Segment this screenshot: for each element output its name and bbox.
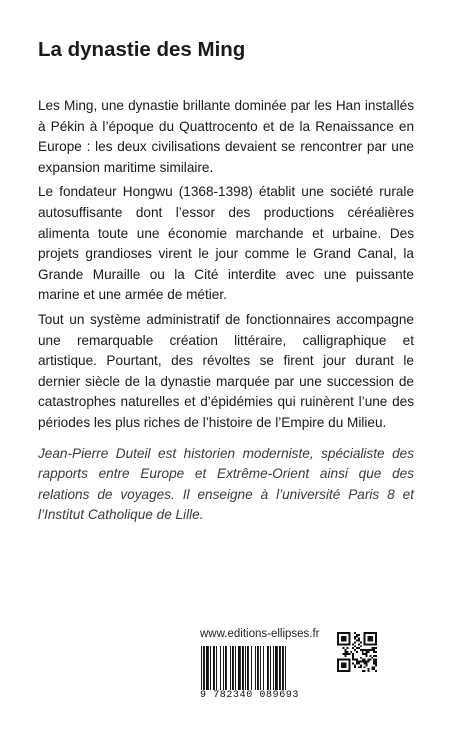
barcode-bar: [285, 646, 286, 690]
qr-module: [366, 661, 368, 663]
qr-module: [367, 651, 369, 653]
barcode-bar: [238, 646, 241, 690]
qr-module: [354, 638, 356, 640]
qr-module: [366, 653, 368, 655]
qr-module: [356, 651, 358, 653]
barcode-bar: [270, 646, 271, 690]
isbn-barcode: [200, 646, 328, 690]
qr-module: [371, 647, 373, 649]
qr-module: [373, 668, 375, 670]
barcode-bar: [235, 646, 236, 690]
qr-module: [341, 662, 347, 668]
qr-module: [354, 642, 356, 644]
qr-module: [362, 661, 364, 663]
qr-module: [364, 670, 366, 672]
qr-module: [364, 666, 366, 668]
qr-module: [360, 664, 362, 666]
qr-module: [375, 662, 377, 664]
qr-module: [373, 659, 375, 661]
qr-module: [345, 651, 347, 653]
qr-module: [371, 657, 373, 659]
qr-module: [369, 655, 371, 657]
qr-module: [373, 666, 375, 668]
qr-module: [352, 655, 354, 657]
publisher-footer: [200, 628, 422, 708]
qr-module: [373, 661, 375, 663]
barcode-bar: [220, 646, 221, 690]
summary-paragraph-3: Tout un système administratif de fonctionnaires accompagne une remarquable création littéraire, calligraphique et artistique. Pourtant, des révoltes se firent jour durant le dernier siècle de la dynastie marquée par une succession de catastrophes naturelles et d’épidémies qui ruinèrent l’une des périodes les plus riches de l’histoire de l’Empire du Milieu.: [38, 311, 414, 430]
barcode-bar: [223, 646, 224, 690]
barcode-bar: [263, 646, 264, 690]
qr-module: [362, 670, 364, 672]
qr-module: [364, 653, 366, 655]
barcode-bar: [251, 646, 252, 690]
barcode-bar: [206, 646, 209, 690]
back-cover-text: [38, 96, 414, 530]
summary-paragraph-2: Le fondateur Hongwu (1368-1398) établit une société rurale autosuffisante dont l’essor des productions céréalières alimenta toute une économie marchande et urbaine. Des projets grandioses virent le jour comme le Grand Canal, la Grande Muraille ou la Cité interdite avec une puissante marine et une armée de métier.: [38, 184, 414, 303]
qr-module: [356, 634, 358, 636]
qr-module: [367, 661, 369, 663]
qr-module: [362, 659, 364, 661]
barcode-bar: [273, 646, 274, 690]
isbn-digits: 9 782340 089693: [200, 690, 300, 701]
qr-module: [375, 651, 377, 653]
qr-module: [356, 647, 358, 649]
barcode-bar: [210, 646, 211, 690]
qr-module: [356, 662, 358, 664]
qr-module: [360, 657, 362, 659]
qr-module: [354, 649, 356, 651]
qr-module: [369, 649, 371, 651]
qr-module: [354, 636, 356, 638]
qr-module: [348, 653, 350, 655]
qr-module: [375, 661, 377, 663]
qr-module: [356, 636, 358, 638]
qr-module: [367, 670, 369, 672]
barcode-bar: [267, 646, 269, 690]
qr-module: [358, 661, 360, 663]
qr-module: [345, 655, 347, 657]
qr-module: [373, 647, 375, 649]
qr-module: [366, 651, 368, 653]
qr-module: [366, 655, 368, 657]
qr-module: [358, 643, 360, 645]
qr-module: [352, 643, 354, 645]
qr-module: [347, 653, 349, 655]
qr-module: [352, 662, 354, 664]
qr-module: [358, 638, 360, 640]
qr-module: [367, 649, 369, 651]
barcode-bar: [225, 646, 227, 690]
qr-module: [375, 647, 377, 649]
qr-code: [337, 632, 377, 672]
barcode-bar: [257, 646, 259, 690]
qr-module: [360, 649, 362, 651]
qr-module: [352, 657, 354, 659]
barcode-bar: [242, 646, 244, 690]
qr-module: [360, 666, 362, 668]
qr-module: [345, 653, 347, 655]
qr-module: [373, 655, 375, 657]
qr-module: [352, 653, 354, 655]
barcode-bar: [279, 646, 281, 690]
qr-module: [367, 636, 373, 642]
qr-module: [356, 659, 358, 661]
qr-module: [362, 651, 364, 653]
qr-module: [373, 662, 375, 664]
qr-module: [364, 659, 366, 661]
qr-module: [364, 649, 366, 651]
qr-module: [360, 642, 362, 644]
barcode-bar: [245, 646, 246, 690]
barcode-bar: [230, 646, 231, 690]
qr-module: [347, 647, 349, 649]
barcode-bar: [275, 646, 278, 690]
barcode-bar: [255, 646, 256, 690]
summary-paragraph-1: Les Ming, une dynastie brillante dominée par les Han installés à Pékin à l’époque du Quattrocento et de la Renaissance en Europe : les deux civilisations devaient se rencontrer par une expansion maritime similaire.: [38, 98, 414, 175]
qr-module: [375, 664, 377, 666]
qr-module: [375, 659, 377, 661]
barcode-bar: [213, 646, 215, 690]
qr-module: [367, 668, 369, 670]
qr-module: [366, 649, 368, 651]
qr-module: [358, 666, 360, 668]
qr-module: [354, 666, 356, 668]
qr-module: [371, 668, 373, 670]
qr-module: [371, 649, 373, 651]
barcode-bar: [216, 646, 217, 690]
qr-module: [356, 640, 358, 642]
qr-module: [366, 664, 368, 666]
author-bio: Jean-Pierre Duteil est historien moderniste, spécialiste des rapports entre Europe et Extrême-Orient ainsi que des relations de voyages. Il enseigne à l’université Paris 8 et l’Institut Catholique de Lille.: [38, 445, 414, 523]
barcode-bar: [282, 646, 284, 690]
qr-module: [369, 659, 371, 661]
qr-module: [358, 662, 360, 664]
book-title: La dynastie des Ming: [38, 38, 246, 61]
barcode-bar: [203, 646, 205, 690]
qr-module: [354, 664, 356, 666]
qr-module: [360, 661, 362, 663]
barcode-bar: [201, 646, 202, 690]
qr-module: [358, 640, 360, 642]
qr-module: [354, 659, 356, 661]
qr-module: [350, 651, 352, 653]
qr-module: [362, 649, 364, 651]
qr-module: [358, 647, 360, 649]
qr-module: [352, 647, 354, 649]
qr-module: [345, 649, 347, 651]
qr-module: [343, 653, 345, 655]
barcode-bar: [247, 646, 249, 690]
qr-module: [366, 662, 368, 664]
qr-module: [347, 651, 349, 653]
qr-module: [373, 651, 375, 653]
qr-module: [375, 670, 377, 672]
publisher-url: www.editions-ellipses.fr: [200, 628, 320, 640]
qr-module: [352, 659, 354, 661]
barcode-bar: [232, 646, 234, 690]
qr-module: [341, 636, 347, 642]
qr-module: [373, 649, 375, 651]
qr-module: [354, 645, 356, 647]
qr-module: [364, 662, 366, 664]
qr-module: [343, 647, 345, 649]
qr-module: [362, 653, 364, 655]
qr-module: [360, 645, 362, 647]
qr-module: [375, 655, 377, 657]
qr-module: [364, 661, 366, 663]
qr-module: [356, 661, 358, 663]
barcode-bar: [260, 646, 261, 690]
qr-module: [354, 632, 356, 634]
qr-module: [358, 634, 360, 636]
qr-module: [367, 659, 369, 661]
qr-module: [371, 666, 373, 668]
